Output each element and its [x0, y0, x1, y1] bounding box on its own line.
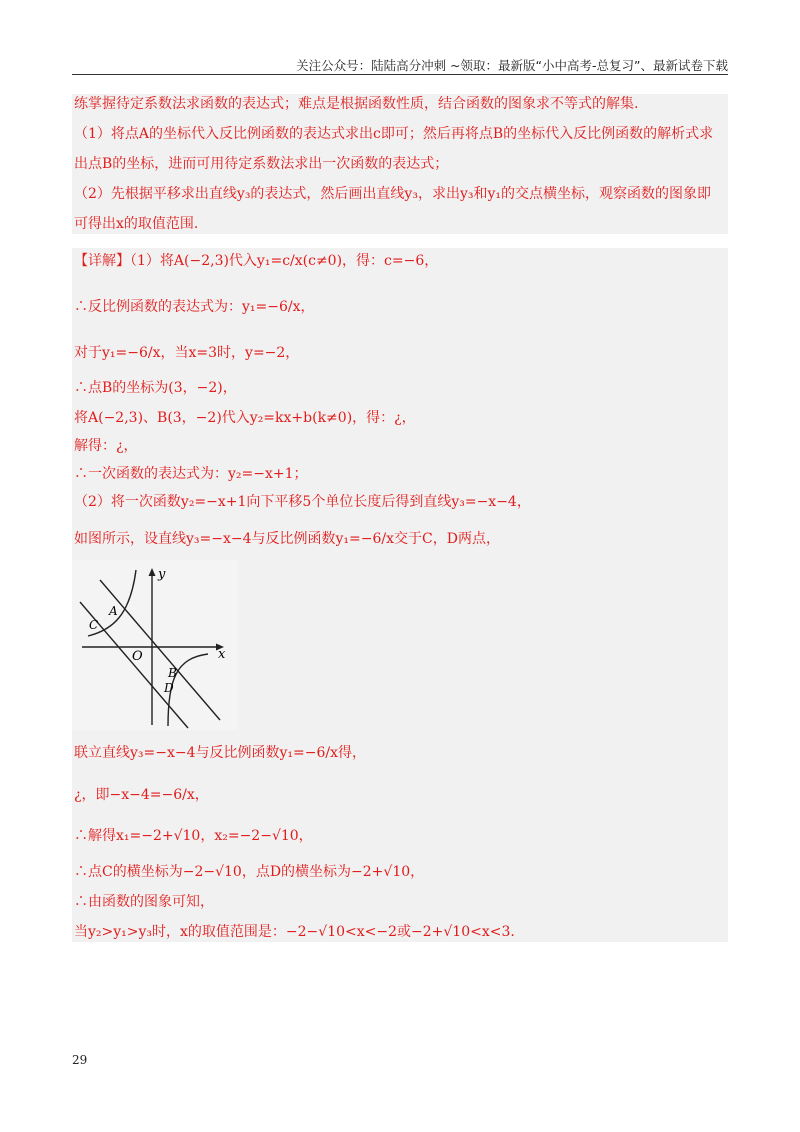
page-header — [72, 46, 728, 75]
analysis-line: 可得出x的取值范围. — [74, 216, 199, 232]
analysis-block — [72, 94, 728, 234]
solution-line: 当y₂>y₁>y₃时，x的取值范围是：−2−√10<x<−2或−2+√10<x<3. — [74, 924, 515, 940]
solution-line: 联立直线y₃=−x−4与反比例函数y₁=−6/x得， — [74, 745, 367, 761]
line-y2 — [100, 580, 220, 720]
analysis-line: （2）先根据平移求出直线y₃的表达式，然后画出直线y₃，求出y₃和y₁的交点横坐标，观察函数的图象即 — [74, 186, 711, 202]
solution-line: ∴反比例函数的表达式为：y₁=−6/x， — [74, 299, 315, 315]
solution-line: ¿，即−x−4=−6/x， — [74, 787, 209, 803]
solution-line: ∴点B的坐标为(3，−2)， — [74, 380, 237, 396]
solution-line: （2）将一次函数y₂=−x+1向下平移5个单位长度后得到直线y₃=−x−4， — [74, 494, 531, 510]
solution-line: 将A(−2,3)、B(3，−2)代入y₂=kx+b(k≠0)，得：¿， — [74, 410, 416, 426]
label-origin: O — [132, 649, 143, 664]
solution-line: 对于y₁=−6/x，当x=3时，y=−2， — [74, 345, 300, 361]
label-point-b: B — [168, 666, 177, 680]
solution-line: 如图所示，设直线y₃=−x−4与反比例函数y₁=−6/x交于C，D两点， — [74, 531, 500, 547]
solution-line: 【详解】（1）将A(−2,3)代入y₁=c/x(c≠0)，得：c=−6， — [74, 253, 439, 269]
label-x: x — [218, 647, 226, 662]
analysis-line: （1）将点A的坐标代入反比例函数的表达式求出c即可；然后再将点B的坐标代入反比例函数的解析式求 — [74, 126, 714, 142]
solution-line: ∴点C的横坐标为−2−√10，点D的横坐标为−2+√10， — [74, 864, 425, 880]
solution-line: ∴一次函数的表达式为：y₂=−x+1； — [74, 466, 308, 482]
document-body — [72, 94, 728, 942]
analysis-line: 出点B的坐标，进而可用待定系数法求出一次函数的表达式； — [74, 156, 449, 172]
label-y: y — [158, 567, 166, 582]
function-graph — [72, 560, 238, 730]
solution-line: ∴解得x₁=−2+√10，x₂=−2−√10， — [74, 828, 313, 844]
solution-line: ∴由函数的图象可知， — [74, 894, 214, 910]
solution-line: 解得：¿， — [74, 438, 138, 454]
label-point-c: C — [89, 618, 99, 632]
label-point-a: A — [109, 604, 118, 618]
y-axis-arrow — [149, 568, 156, 576]
hyperbola-branch-lower — [168, 654, 208, 726]
header-text: 关注公众号：陆陆高分冲刺 ~领取：最新版“小中高考-总复习”、最新试卷下载 — [296, 58, 728, 73]
label-point-d: D — [164, 681, 174, 695]
function-graph-figure — [72, 560, 238, 730]
page-number: 29 — [72, 1053, 88, 1067]
analysis-line: 练掌握待定系数法求函数的表达式；难点是根据函数性质，结合函数的图象求不等式的解集. — [74, 96, 639, 112]
solution-block — [72, 248, 728, 942]
